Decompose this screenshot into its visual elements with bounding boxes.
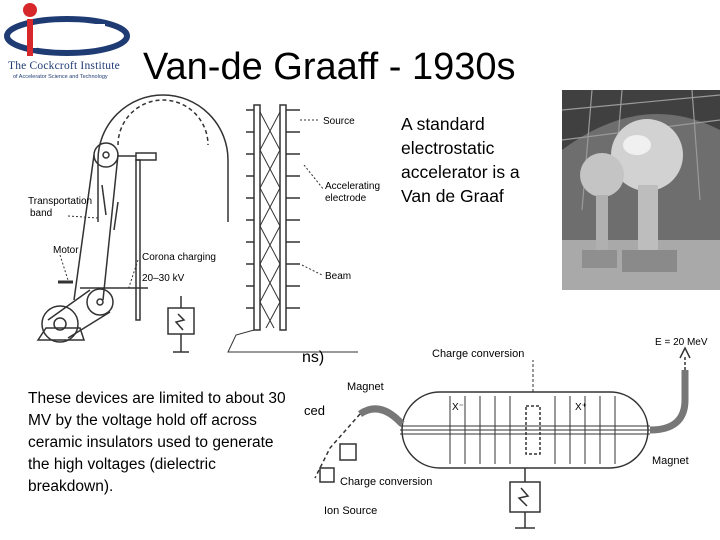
label-voltage: 20–30 kV <box>142 273 185 284</box>
lens-box <box>340 444 356 460</box>
label-motor: Motor <box>53 245 79 256</box>
fragment-ced: ced <box>304 403 325 418</box>
slide-title: Van-de Graaff - 1930s <box>143 46 516 88</box>
logo-subtitle: of Accelerator Science and Technology <box>13 74 108 80</box>
label-beam: Beam <box>325 271 352 282</box>
label-transportation: Transportation <box>28 196 93 207</box>
label-source: Source <box>323 116 355 127</box>
label-charge-conversion-bottom: Charge conversion <box>340 476 433 488</box>
tandem-accelerator-diagram <box>300 330 720 540</box>
ion-source-box <box>320 468 334 482</box>
lower-pulley <box>87 289 113 315</box>
accelerator-tube <box>254 105 260 330</box>
label-x-plus: X⁺ <box>575 402 587 413</box>
label-electrode: electrode <box>325 193 367 204</box>
label-magnet-left: Magnet <box>347 381 384 393</box>
logo-name: The Cockcroft Institute <box>8 60 120 72</box>
label-charge-conversion-top: Charge conversion <box>432 348 525 360</box>
limitation-text: These devices are limited to about 30 MV by the voltage hold off across ceramic insulators used to generate the high voltages (dielectric breakdown). <box>28 390 286 495</box>
label-corona-charging: Corona charging <box>142 252 216 263</box>
logo-emblem-icon <box>0 0 135 62</box>
van-de-graaff-photo <box>562 90 720 290</box>
label-ion-source: Ion Source <box>324 505 378 517</box>
intro-text: A standard electrostatic accelerator is a Van de Graaf <box>401 114 520 206</box>
label-energy: E = 20 MeV <box>655 337 708 348</box>
fragment-ns: ns) <box>302 349 325 366</box>
label-magnet-right: Magnet <box>652 455 689 467</box>
transport-band <box>74 155 94 300</box>
right-magnet <box>650 370 685 430</box>
label-band: band <box>30 208 53 219</box>
van-de-graaff-schematic <box>18 90 390 365</box>
label-x-minus: X⁻ <box>452 402 464 413</box>
label-accelerating: Accelerating <box>325 181 381 192</box>
left-magnet <box>360 409 402 424</box>
